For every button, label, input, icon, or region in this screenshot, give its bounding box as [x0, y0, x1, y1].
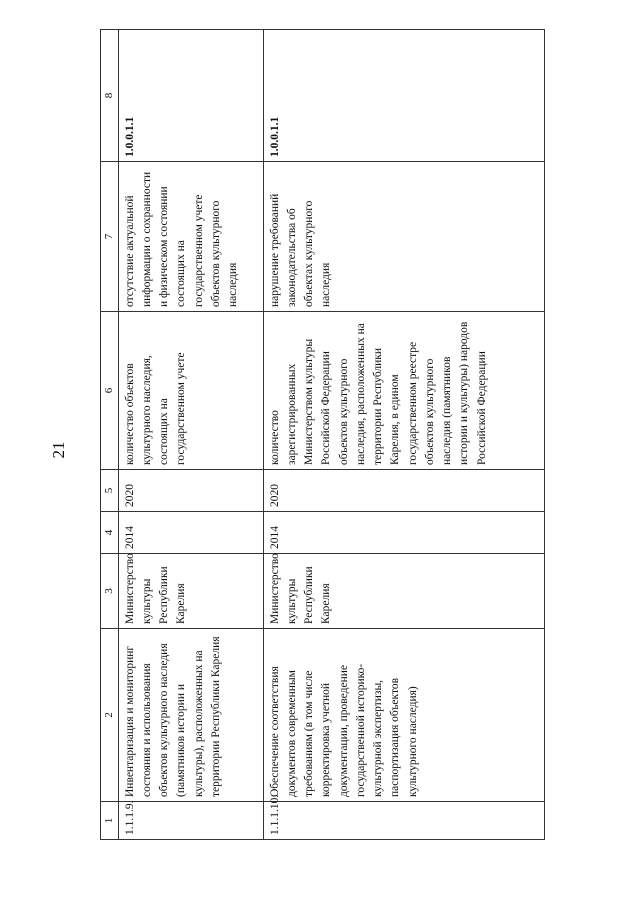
- header-col-8: 8: [101, 30, 119, 162]
- consequence-cell: отсутствие актуальной информации о сохранности и физическом состоянии состоящих на государственном учете объектов культурного наследия: [118, 162, 263, 312]
- header-col-3: 3: [101, 554, 119, 629]
- executor-cell: Министерство культуры Республики Карелия: [118, 554, 263, 629]
- link-cell: 1.0.0.1.1: [263, 30, 545, 162]
- page-number: 21: [49, 441, 68, 459]
- header-col-2: 2: [101, 629, 119, 802]
- link-cell: 1.0.0.1.1: [118, 30, 263, 162]
- rotated-table-wrapper: [100, 30, 545, 840]
- header-col-6: 6: [101, 312, 119, 470]
- result-cell: количество зарегистрированных Министерством культуры Российской Федерации объектов культурного наследия, расположенных на территории Республики Карелия, в едином государственном реестре объектов культурного наследия (памятников истории и культуры) народов Российской Федерации: [263, 312, 545, 470]
- executor-cell: Министерство культуры Республики Карелия: [263, 554, 545, 629]
- consequence-cell: нарушение требований законодательства об объектах культурного наследия: [263, 162, 545, 312]
- end-year-cell: 2020: [263, 470, 545, 512]
- start-year-cell: 2014: [263, 512, 545, 554]
- start-year-cell: 2014: [118, 512, 263, 554]
- program-table: [100, 29, 545, 840]
- table-row: [118, 30, 263, 840]
- header-col-5: 5: [101, 470, 119, 512]
- header-col-4: 4: [101, 512, 119, 554]
- row-number: 1.1.1.10.: [263, 802, 545, 840]
- row-number: 1.1.1.9.: [118, 802, 263, 840]
- table-row: [263, 30, 545, 840]
- header-col-7: 7: [101, 162, 119, 312]
- header-row: [101, 30, 119, 840]
- event-cell: Обеспечение соответствия документов современным требованиям (в том числе корректировка учетной документации, проведение государственной историко-культурной экспертизы, паспортизация объектов культурного наследия): [263, 629, 545, 802]
- result-cell: количество объектов культурного наследия, состоящих на государственном учете: [118, 312, 263, 470]
- end-year-cell: 2020: [118, 470, 263, 512]
- event-cell: Инвентаризация и мониторинг состояния и использования объектов культурного наследия (памятников истории и культуры), расположенных на территории Республики Карелия: [118, 629, 263, 802]
- header-col-1: 1: [101, 802, 119, 840]
